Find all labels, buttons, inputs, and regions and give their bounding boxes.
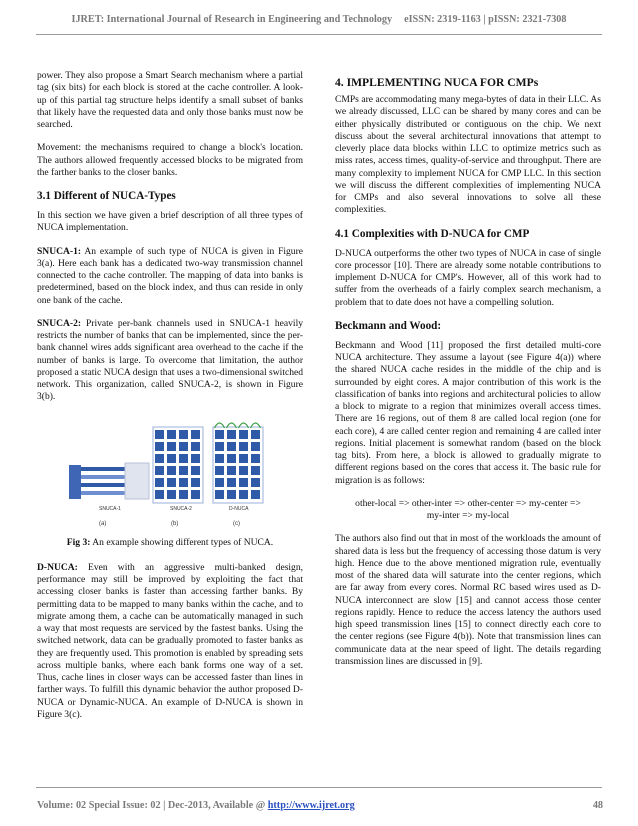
cache-bank	[251, 454, 260, 463]
cache-bank	[239, 466, 248, 475]
cache-bank	[155, 466, 164, 475]
cache-bank	[191, 442, 200, 451]
figure-caption	[37, 537, 303, 549]
footer-text: Volume: 02 Special Issue: 02 | Dec-2013, Available @	[37, 800, 268, 811]
cache-bank	[251, 490, 260, 499]
cache-bank	[179, 466, 188, 475]
right-column	[335, 76, 601, 679]
dnuca-diagram	[213, 423, 263, 527]
paragraph: Movement: the mechanisms required to change a block's location. The authors allowed frequently accessed blocks to be migrated from the farther banks to the closer banks.	[37, 142, 303, 178]
section-heading: 3.1 Different of NUCA-Types	[37, 190, 176, 202]
rule-line: other-local => other-inter => other-center => my-center =>	[355, 497, 581, 509]
cache-bank	[179, 490, 188, 499]
nuca-diagram	[37, 415, 303, 533]
cache-bank	[179, 454, 188, 463]
paragraph	[37, 318, 303, 404]
cache-bank	[239, 442, 248, 451]
cache-bank	[227, 478, 236, 487]
cache-bank	[215, 454, 224, 463]
cache-bank	[239, 478, 248, 487]
cache-bank	[227, 442, 236, 451]
cache-bank	[191, 430, 200, 439]
channel	[81, 491, 127, 495]
cache-bank	[155, 490, 164, 499]
term-text: An example of such type of NUCA is given in Figure 3(a). Here each bank has a dedicated two-way transmission channel connected to the cache controller. The mapping of data into banks is predetermined, based on the block index, and thus can reside in only one bank of the cache.	[37, 245, 303, 306]
cache-bank	[155, 430, 164, 439]
label-dnuca: D-NUCA	[229, 505, 249, 512]
cache-bank	[191, 490, 200, 499]
section-heading: 4. IMPLEMENTING NUCA FOR CMPs	[335, 76, 539, 89]
nuca-figure	[37, 415, 303, 533]
migration-rule	[335, 498, 601, 523]
subsection-heading: 4.1 Complexities with D-NUCA for CMP	[335, 227, 530, 240]
channel	[81, 467, 127, 471]
cache-bank	[69, 465, 81, 499]
label-snuca2: SNUCA-2	[170, 505, 192, 512]
term-label: SNUCA-1:	[37, 245, 82, 257]
paragraph	[37, 562, 303, 721]
caption-label: Fig 3:	[66, 536, 91, 548]
cache-bank	[251, 478, 260, 487]
paragraph: The authors also find out that in most of the workloads the amount of shared data is less but the frequency of accessing those datum is very high. Hence due to the above mentioned migration rule, eventually most of the shared data will saturate into the center regions, which are far away from every cores. Normal RC based wires used as D-NUCA interconnect are slow [15] and cannot access those center regions rapidly. Hence to reduce the access latency the authors used high speed transmission lines [15] to connect directly each core to the center regions (see Figure 4(b)). Note that transmission lines can communicate data at the near speed of light. The details regarding transmission lines are discussed in [9].	[335, 533, 601, 667]
paragraph	[37, 246, 303, 307]
cache-bank	[179, 442, 188, 451]
cache-bank	[215, 430, 224, 439]
snuca2-diagram	[153, 427, 203, 527]
footer-rule	[36, 787, 602, 788]
cache-bank	[167, 430, 176, 439]
cache-bank	[155, 442, 164, 451]
caption-text: An example showing different types of NUCA.	[90, 536, 274, 548]
bank-grid	[155, 430, 200, 499]
left-column	[37, 70, 303, 732]
cache-bank	[215, 442, 224, 451]
cache-bank	[167, 490, 176, 499]
cache-bank	[239, 430, 248, 439]
cache-bank	[179, 430, 188, 439]
term-text: Private per-bank channels used in SNUCA-1 heavily restricts the number of banks that can be implemented, since the per-bank channel wires adds significant area overhead to the cache if the number of banks is large. To overcome that limitation, the author proposed a static NUCA design that uses a two-dimensional switched network. This organization, called SNUCA-2, is shown in Figure 3(b).	[37, 317, 303, 403]
bank-grid	[215, 430, 260, 499]
cache-bank	[239, 490, 248, 499]
paragraph: power. They also propose a Smart Search mechanism where a partial tag (six bits) for each block is stored at the cache controller. A look-up of this partial tag structure helps identify a small subset of banks that likely have the requested data and only those banks must now be searched.	[37, 70, 303, 130]
cache-bank	[251, 430, 260, 439]
term-text: Even with an aggressive multi-banked design, performance may still be improved by exploiting the fact that accessing closer banks is faster than accessing farther banks. By permitting data to be mapped to many banks within the cache, and to migrate among them, a cache can be automatically managed in such a way that most requests are serviced by the fastest banks. Using the switched network, data can be gradually promoted to faster banks as they are frequently used. This promotion is enabled by spreading sets across multiple banks, where each bank forms one way of a set. Thus, cache lines in closer ways can be accessed faster than lines in farther ways. To fulfill this dynamic behavior the author proposed D-NUCA or Dynamic-NUCA. An example of D-NUCA is shown in Figure 3(c).	[37, 561, 303, 720]
label-snuca1: SNUCA-1	[99, 505, 121, 512]
label-c: (c)	[233, 520, 240, 527]
issn: eISSN: 2319-1163 | pISSN: 2321-7308	[404, 14, 567, 25]
cache-bank	[227, 490, 236, 499]
cache-bank	[215, 478, 224, 487]
running-footer	[37, 800, 603, 811]
running-header	[0, 14, 638, 25]
cache-bank	[227, 430, 236, 439]
cache-bank	[167, 466, 176, 475]
cache-bank	[155, 478, 164, 487]
snuca1-diagram	[69, 463, 149, 527]
cache-bank	[215, 466, 224, 475]
label-a: (a)	[99, 520, 107, 527]
label-b: (b)	[171, 520, 179, 527]
cache-bank	[179, 478, 188, 487]
paragraph: Beckmann and Wood [11] proposed the first detailed multi-core NUCA architecture. They assume a layout (see Figure 4(a)) where the shared NUCA cache resides in the middle of the chip and is surrounded by eight cores. A major contribution of this work is the classification of banks into regions and architectural policies to allow a block to migrate to a region that minimizes overall access times. There are 16 regions, out of them 8 are called local region (one for each core), 4 are called center region and remaining 4 are called inter regions. Initial placement is somewhat random (based on the block tag bits). From here, a block is allowed to gradually migrate to different regions based on the cores that access it. The basic rule for migration is as follows:	[335, 339, 601, 486]
cache-bank	[227, 454, 236, 463]
cache-bank	[191, 454, 200, 463]
channel	[81, 475, 127, 479]
paragraph: CMPs are accommodating many mega-bytes of data in their LLC. As we already discussed, LLC can be shared by many cores and can be either physically distributed or contiguous on the chip. We next discuss about the several architectural innovations that attempt to cleverly place data blocks within LLC to optimize metrics such as miss rates, access times, quality-of-service and throughput. There are many complexity to implement NUCA for CMP LLC. In this section we will discuss the different complexities of implementing NUCA for CMPs and also several innovations to solve all these complexities.	[335, 94, 601, 216]
cache-bank	[227, 466, 236, 475]
cache-bank	[167, 442, 176, 451]
cache-bank	[251, 466, 260, 475]
cache-controller	[125, 463, 149, 499]
cache-bank	[167, 478, 176, 487]
channel	[81, 483, 127, 487]
cache-bank	[215, 490, 224, 499]
cache-bank	[239, 454, 248, 463]
cache-bank	[191, 466, 200, 475]
cache-bank	[155, 454, 164, 463]
page-number: 48	[592, 800, 603, 811]
term-label: SNUCA-2:	[37, 317, 82, 329]
paragraph: D-NUCA outperforms the other two types of NUCA in case of single core processor [10]. There are already some notable contributions to implement D-NUCA for CMP's. However, all of this work had to suffer from the overheads of a fairly complex search mechanism, a problem that to date does not have a compelling solution.	[335, 247, 601, 308]
rule-line: my-inter => my-local	[426, 510, 510, 521]
paragraph: In this section we have given a brief description of all three types of NUCA implementation.	[37, 210, 303, 234]
cache-bank	[167, 454, 176, 463]
journal-name: IJRET: International Journal of Research in Engineering and Technology	[71, 14, 393, 25]
footer-link[interactable]: http://www.ijret.org	[267, 800, 355, 811]
term-label: D-NUCA:	[37, 561, 78, 573]
header-rule	[36, 34, 602, 35]
subsection-heading: Beckmann and Wood:	[335, 319, 442, 332]
cache-bank	[191, 478, 200, 487]
cache-bank	[251, 442, 260, 451]
